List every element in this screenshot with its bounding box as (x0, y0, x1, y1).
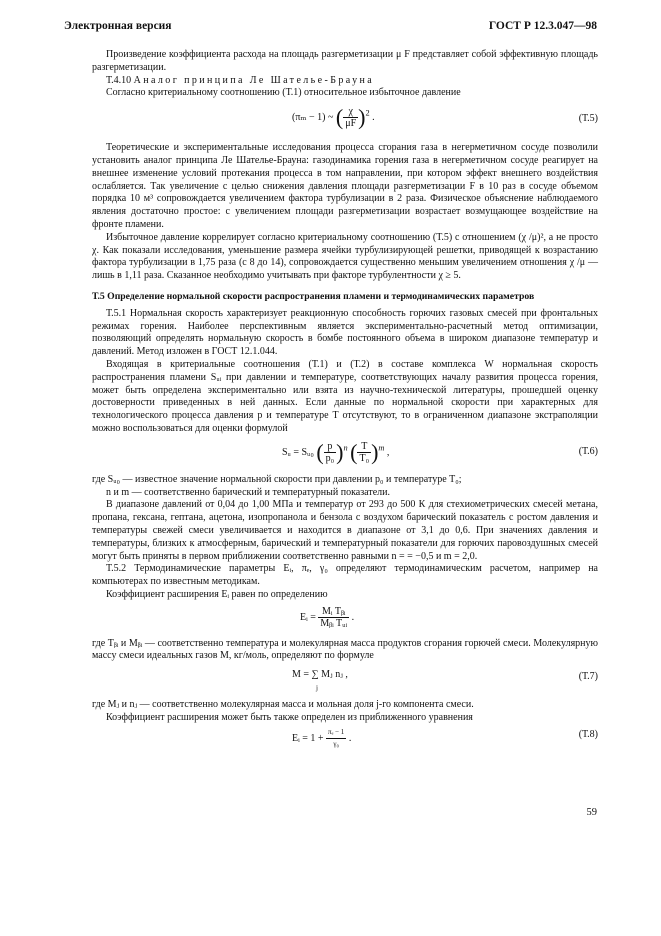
formula-numerator: πₑ − 1 (326, 727, 346, 739)
formula-denominator: μF (345, 118, 357, 130)
formula-lhs: (πₘ − 1) ~ (292, 111, 334, 123)
paragraph: где Sᵤ₀ — известное значение нормальной скорости при давлении p₀ и температуре T₀; (92, 473, 462, 485)
formula-index: j (316, 684, 318, 693)
formula-denominator: p₀ (325, 452, 335, 464)
paragraph: Коэффициент расширения Eᵢ равен по определению (106, 588, 328, 600)
formula-number: (Т.5) (578, 113, 598, 125)
formula-numerator: T (357, 441, 371, 453)
paragraph: Теоретические и экспериментальные исследования процесса сгорания газа в негерметичном сосуде позволили установить аналог принципа Ле Шателье-Брауна: газодинамика горения газа в негерметичном сосуде реагирует на внешнее изменение условий протекания процесса в том направлении, при котором эффект внешнего воздействия ослабляется. Так увеличение с целью снижения давления площади разгерметизации F в 10 раз в сосуде объемом порядка 10 м³ сопровождается увеличением фактора турбулизации в 2 раза. Физическое объяснение наблюдаемого явления достаточно простое: с увеличением площади разгерметизации возрастает возмущающее воздействие на фронте пламени. (92, 142, 598, 230)
paragraph: Т.5.2 Термодинамические параметры Eᵢ, πₑ, γ₀ определяют термодинамическим расчетом, например на компьютерах по известным методикам. (92, 563, 598, 588)
paragraph: Избыточное давление коррелирует согласно критериальному соотношению (Т.5) с отношением (χ /μ)², а не просто χ. Как показали исследования, уменьшение размера ячейки турбулизирующей решетки, приводящей к возрастанию фактора турбулизации в 1,75 раза (с 8 до 14), сопровождается существенно меньшим увеличением отношения χ /μ — лишь в 1,11 раза. Сказанное необходимо учитывать при факторе турбулентности χ ≥ 5. (92, 231, 598, 282)
subsection-number: Т.4.10 (106, 74, 132, 86)
formula-number: (Т.6) (578, 445, 598, 457)
main-text (92, 49, 598, 755)
paragraph: Входящая в критериальные соотношения (Т.1) и (Т.2) в составе комплекса W нормальная скорость распространения пламени Sᵤᵢ при давлении и температуре, соответствующих началу развития процесса горения, может быть определена экспериментально или взята из научно-технической литературы, прошедшей оценку достоверности приведенных в ней данных. Если данные по нормальной скорости при характерных для технологического процесса давления p и температуре T отсутствуют, то в ограниченном диапазоне экстраполяции можно воспользоваться для оценки формулой (92, 358, 598, 434)
paragraph: где Mⱼ и nⱼ — соответственно молекулярная масса и мольная доля j-го компонента смеси. (92, 699, 474, 711)
formula-number: (Т.8) (578, 728, 598, 740)
section-heading: Т.5 Определение нормальной скорости распространения пламени и термодинамических параметров (92, 290, 535, 302)
formula-number: (Т.7) (578, 671, 598, 683)
paragraph: Т.5.1 Нормальная скорость характеризует реакционную способность горючих газовых смесей при фронтальных режимах горения. Наиболее перспективным является экспериментально-расчетный метод оптимизации, позволяющий определять нормальную скорость в бомбе постоянного объема в широком диапазоне температур и давлений. Метод изложен в ГОСТ 12.1.044. (92, 307, 598, 358)
formula-ei: Eᵢ = $\frac{\text{Mᵢ Tᵦᵢ}}{\text{Mᵦᵢ Tᵤᵢ}}$ . (300, 605, 355, 629)
paragraph: Согласно критериальному соотношению (Т.1) относительное избыточное давление (106, 87, 461, 99)
formula-lhs: Eᵢ = 1 + (292, 732, 324, 744)
formula-numerator: χ (343, 106, 358, 118)
subsection-name: Аналог принципа Ле Шателье-Брауна (133, 74, 375, 86)
formula-t8: Eᵢ = 1 + $\frac{\text{πₑ − 1}}{\text{γ₀}}$ . (Т.8) (292, 727, 598, 748)
formula-lhs: M = ∑ Mⱼ nⱼ , (292, 669, 348, 681)
formula-denominator: T₀ (359, 452, 370, 464)
paragraph: Коэффициент расширения может быть также определен из приближенного уравнения (106, 712, 473, 724)
header-standard: ГОСТ Р 12.3.047—98 (488, 20, 597, 32)
formula-t6: Sᵤ = Sᵤ₀ ( $\frac{p}{\text{p₀}}$ )$^n$ ( $\frac{T}{\text{T₀}}$ )$^m$ , (Т.6) (282, 439, 598, 465)
formula-denominator: Mᵦᵢ Tᵤᵢ (320, 617, 348, 629)
formula-lhs: Sᵤ = Sᵤ₀ (282, 446, 314, 458)
header-edition: Электронная версия (64, 20, 172, 32)
formula-denominator: γ₀ (333, 739, 339, 748)
paragraph: Произведение коэффициента расхода на площадь разгерметизации μ F представляет собой эффективную площадь разгерметизации. (92, 49, 598, 73)
paragraph: n и m — соответственно барический и температурный показатели. (106, 486, 391, 498)
formula-numerator: Mᵢ Tᵦᵢ (318, 606, 349, 618)
subsection-title (92, 75, 598, 88)
page-number: 59 (586, 807, 597, 818)
paragraph: где Tᵦᵢ и Mᵦᵢ — соответственно температура и молекулярная масса продуктов сгорания горючей смеси. Молекулярную массу смеси идеальных газов M, кг/моль, определяют по формуле (92, 637, 598, 662)
paragraph: В диапазоне давлений от 0,04 до 1,00 МПа и температур от 293 до 500 К для стехиометрических смесей метана, пропана, гексана, гептана, ацетона, изопропанола и бензола с воздухом барический показатель с ростом давления и температуры свежей смеси увеличивается и находится в диапазоне от 3,1 до 0,6. При значениях давления и температуры, близких к атмосферным, барический и температурный показатели для горючих паровоздушных смесей могут быть приняты в первом приближении соответственно равными n = = −0,5 и m = 2,0. (92, 499, 598, 562)
formula-t5: (πₘ − 1) ~ ( $\frac{\chi}{\mu F}$ )$^2$ . (Т.5) (292, 104, 598, 130)
formula-t7 (92, 663, 598, 699)
formula-numerator: p (324, 441, 337, 453)
formula-lhs: Eᵢ = (300, 611, 316, 623)
